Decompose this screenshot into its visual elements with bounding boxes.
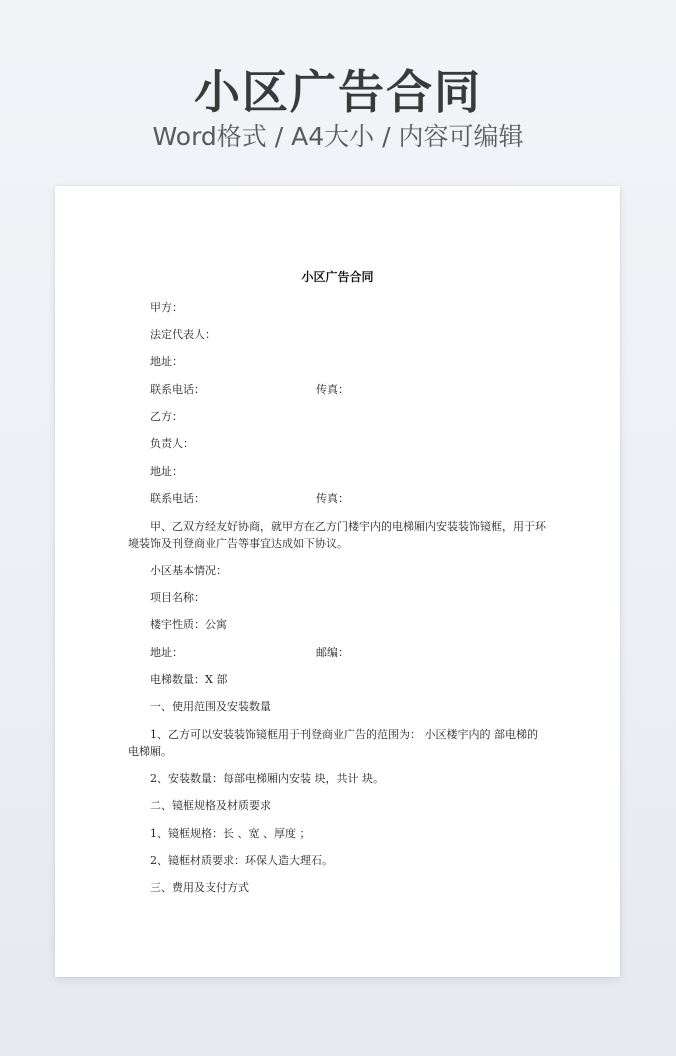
legal-rep-field: 法定代表人：	[150, 328, 216, 341]
phone-b-field: 联系电话：	[150, 492, 205, 505]
document-title: 小区广告合同	[301, 270, 374, 284]
banner-subtitle: Word格式 / A4大小 / 内容可编辑	[152, 122, 524, 151]
address-postcode-row	[150, 645, 349, 661]
section-1-heading: 一、使用范围及安装数量	[150, 700, 271, 713]
clause-2-2: 2、镜框材质要求：环保人造大理石。	[150, 854, 333, 867]
address-b-field: 地址：	[150, 465, 183, 478]
party-a-field: 甲方：	[150, 301, 183, 314]
postcode-field: 邮编：	[316, 646, 349, 659]
section-3-heading: 三、费用及支付方式	[150, 881, 249, 894]
fax-a-field: 传真：	[316, 383, 349, 396]
person-in-charge-field: 负责人：	[150, 437, 194, 450]
intro-paragraph: 甲、乙双方经友好协商，就甲方在乙方门楼宇内的电梯厢内安装装饰镜框，用于环境装饰及刊登商业广告等事宜达成如下协议。	[128, 520, 546, 550]
address-c-field: 地址：	[150, 646, 183, 659]
phone-a-field: 联系电话：	[150, 383, 205, 396]
contact-row-a	[150, 382, 349, 398]
community-info-heading: 小区基本情况：	[150, 564, 227, 577]
document-page	[55, 186, 620, 977]
clause-2-1: 1、镜框规格：长 、宽 、厚度 ；	[150, 827, 311, 840]
project-name-field: 项目名称：	[150, 591, 205, 604]
elevator-count-field: 电梯数量：X 部	[150, 673, 228, 686]
building-type-field: 楼宇性质：公寓	[150, 618, 227, 631]
clause-1-2: 2、安装数量：每部电梯厢内安装 块，共计 块。	[150, 772, 384, 785]
contact-row-b	[150, 491, 349, 507]
fax-b-field: 传真：	[316, 492, 349, 505]
banner-title: 小区广告合同	[194, 65, 482, 119]
clause-1-1: 1、乙方可以安装装饰镜框用于刊登商业广告的范围为： 小区楼宇内的 部电梯的电梯厢。	[128, 728, 538, 758]
party-b-field: 乙方：	[150, 410, 183, 423]
section-2-heading: 二、镜框规格及材质要求	[150, 799, 271, 812]
address-a-field: 地址：	[150, 355, 183, 368]
